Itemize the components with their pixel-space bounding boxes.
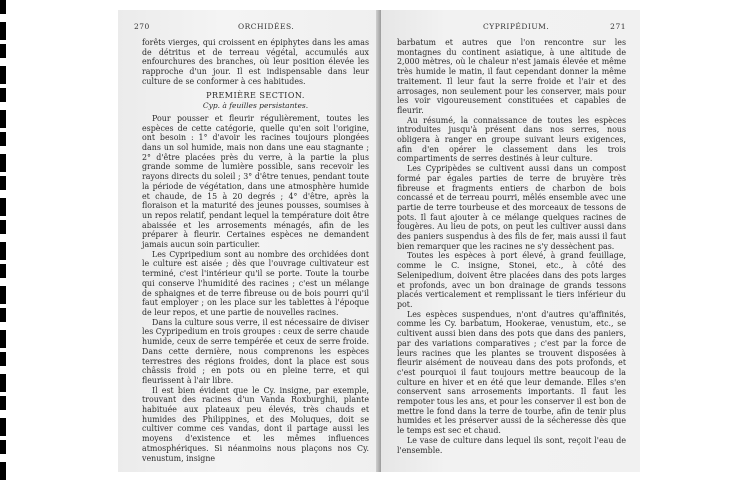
left-paragraph: forêts vierges, qui croissent en épiphytes dans les amas de détritus et de terreau végétal, accumulés aux enfourchures des branches, où leur position élevée les rapproche d'un jour. Il est indispensable dans leur culture de se conformer à ces habitudes. [142,38,369,86]
left-paragraph: Il est bien évident que le Cy. insigne, par exemple, trouvant des racines d'un Vanda Roxburghii, plante habituée aux plateaux peu élevés, très chauds et humides des Philippines, et des Moluques, doit se cultiver comme ces vandas, dont il partage aussi les moyens d'existence et les mêmes influences atmosphériques. Si néanmoins nous plaçons nos Cy. venustum, insigne [142,385,369,463]
right-paragraph: barbatum et autres que l'on rencontre sur les montagnes du continent asiatique, à une altitude de 2,000 mètres, où le chaleur n'est jamais élevée et même très humide le matin, il faut cependant donner la même traitement. Il leur faut la serre froide et l'air et des arrosages, non seulement pour les conserver, mais pour les voir vigoureusement constituées et capables de fleurir. [397,38,626,115]
left-paragraph: Les Cypripedium sont au nombre des orchidées dont le culture est aisée ; dès que l'ouvrage cultivateur est terminé, c'est l'intérieur qu'il se porte. Toute la tourbe qui conserve l'humidité des racines ; c'est un mélange de sphaignes et de terre fibreuse ou de bois pourri qu'il faut employer ; on les place sur les tablettes à l'époque de leur repos, et une partie de nouvelles racines. [142,249,369,317]
left-paragraph: Pour pousser et fleurir régulièrement, toutes les espèces de cette catégorie, quelle qu'en soit l'origine, ont besoin : 1° d'avoir les racines toujours plongées dans un sol humide, mais non dans une eau stagnante ; 2° d'être placées près du verre, à la partie la plus grande somme de lumière possible, sans recevoir les rayons directs du soleil ; 3° d'être tenues, pendant toute la période de végétation, dans une atmosphère humide et chaude, de 15 à 20 degrés ; 4° d'être, après la floraison et la maturité des jeunes pousses, soumises à un repos relatif, pendant lequel la température doit être abaissée et les arrosements ménagés, afin de les préparer à fleurir. Certaines espèces ne demandent jamais aucun soin particulier. [142,113,369,250]
right-paragraph: Toutes les espèces à port élevé, à grand feuillage, comme le C. insigne, Stonei, etc., à côté des Selenipedium, doivent être placées dans des pots larges et profonds, avec un bon drainage de grands tessons placés verticalement et remplissant le tiers inférieur du pot. [397,251,626,309]
left-page [118,10,381,472]
right-paragraph: Au résumé, la connaissance de toutes les espèces introduites jusqu'à présent dans nos serres, nous obligera à ranger en groupe suivant leurs exigences, afin d'en opérer le classement dans les trois compartiments de serres destinés à leur culture. [397,115,626,164]
right-paragraph: Les Cypripèdes se cultivent aussi dans un compost formé par égales parties de terre de bruyère très fibreuse et fragments entiers de charbon de bois concassé et de terreau pourri, mêlés ensemble avec une partie de terre tourbeuse et des morceaux de tessons de pots. Il faut ajouter à ce mélange quelques racines de fougères. Au lieu de pots, on peut les cultiver aussi dans des paniers suspendus à des fils de fer, mais aussi il faut bien remarquer que les racines ne s'y dessèchent pas. [397,164,626,251]
scan-edge [0,0,6,482]
right-page-number: 271 [610,22,626,31]
section-subtitle: Cyp. à feuilles persistantes. [202,101,309,111]
open-book [118,10,640,472]
right-running-title: CYPRIPÉDIUM. [483,22,550,31]
right-paragraph: Les espèces suspendues, n'ont d'autres qu'affinités, comme les Cy. barbatum, Hookerae, venustum, etc., se cultivent aussi bien dans des pots que dans des paniers, par des variations comparatives ; c'est par la force de leurs racines que les plantes se trouvent disposées à fleurir aisément de nouveau dans des pots profonds, et c'est pourquoi il faut toujours mettre beaucoup de la culture en hiver et en été que leur demande. Elles s'en conservent sans arrosements importants. Il faut les rempoter tous les ans, et pour les conserver il est bon de mettre le fond dans la terre de tourbe, afin de tenir plus humides et les préserver aussi de la sécheresse dès que le temps est sec et chaud. [397,309,626,436]
right-paragraph: Le vase de culture dans lequel ils sont, reçoit l'eau de l'ensemble. [397,435,626,455]
left-paragraph: Dans la culture sous verre, il est nécessaire de diviser les Cypripedium en trois groupes : ceux de serre chaude humide, ceux de serre tempérée et ceux de serre froide. Dans cette dernière, nous comprenons les espèces terrestres des régions froides, dont la place est sous châssis froid ; en pots ou en pleine terre, et qui fleurissent à l'air libre. [142,317,369,385]
left-running-title: ORCHIDÉES. [238,22,295,31]
right-page [381,10,640,472]
left-page-number: 270 [134,22,150,31]
section-title: PREMIÈRE SECTION. [206,90,305,100]
